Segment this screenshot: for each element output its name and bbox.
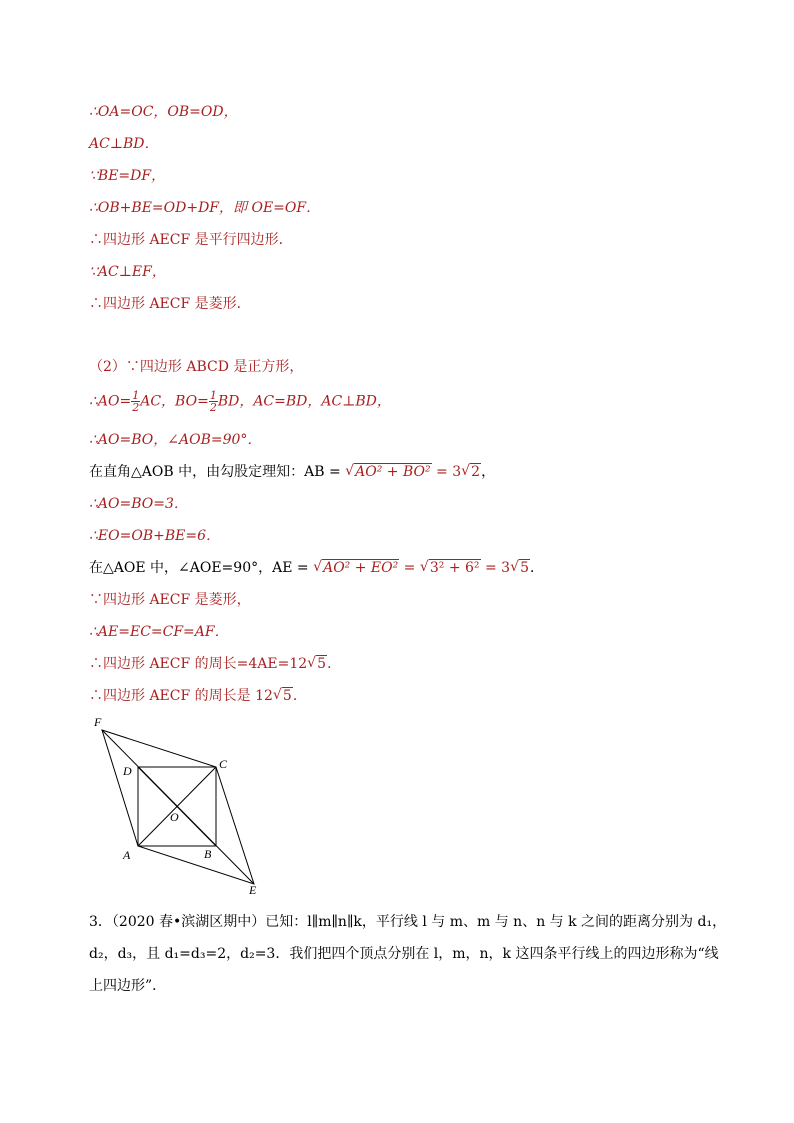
radicand: 3² + 6² <box>429 560 480 576</box>
proof-line-3: ∵BE=DF， <box>89 168 166 184</box>
part2-line-half <box>89 390 391 413</box>
pythag-ae-text: 在△AOE 中，∠AOE=90°，AE = <box>89 560 309 576</box>
proof-line-5: ∴四边形 AECF 是平行四边形． <box>89 232 293 248</box>
radicand: 5 <box>282 688 292 704</box>
sqrt-ab <box>345 462 431 482</box>
part2-intro: （2）∵四边形 ABCD 是正方形， <box>89 359 304 375</box>
radicand: 5 <box>317 656 327 672</box>
period: ． <box>292 688 307 704</box>
frac-num: 1 <box>132 389 140 402</box>
eo-line: ∴EO=OB+BE=6． <box>89 528 220 544</box>
bd-eq: BD，AC=BD，AC⊥BD， <box>217 393 391 410</box>
fraction-half-1 <box>131 390 140 413</box>
rhombus-square-figure <box>88 712 278 897</box>
period: ． <box>530 560 544 576</box>
sqrt-2 <box>461 462 481 482</box>
proof-line-1: ∴OA=OC，OB=OD， <box>89 104 238 120</box>
problem-3 <box>89 906 729 1002</box>
label-d: D <box>123 764 132 778</box>
radicand: 2 <box>471 464 481 480</box>
radicand: AO² + EO² <box>323 560 399 576</box>
perimeter-line-2 <box>89 686 307 706</box>
coef: = 3 <box>436 464 462 480</box>
frac-den: 2 <box>132 401 140 414</box>
fraction-half-2 <box>209 390 218 413</box>
problem-3-body: l∥m∥n∥k，平行线 l 与 m、m 与 n、n 与 k 之间的距离分别为 d₁，d₂，d₃，且 d₁=d₃=2，d₂=3．我们把四个顶点分别在 l，m，n，k 这四条平行线上的四边形称为“线上四边形”． <box>89 914 727 994</box>
equals: = <box>403 560 416 576</box>
proof-line-7: ∴四边形 AECF 是菱形． <box>89 296 251 312</box>
label-f: F <box>94 715 102 729</box>
ao-bo-line: ∴AO=BO=3． <box>89 496 188 512</box>
label-a: A <box>123 848 131 862</box>
proof-line-6: ∵AC⊥EF， <box>89 264 166 280</box>
label-e: E <box>249 883 257 897</box>
period: ． <box>327 656 342 672</box>
sides-equal-line: ∴AE=EC=CF=AF． <box>89 624 229 640</box>
proof-line-2: AC⊥BD． <box>89 136 159 152</box>
ao-eq: ∴AO= <box>89 393 132 410</box>
sqrt-5 <box>273 686 293 706</box>
frac-den: 2 <box>209 401 217 414</box>
proof-line-4: ∴OB+BE=OD+DF，即 OE=OF． <box>89 200 321 216</box>
rhombus-line: ∵四边形 AECF 是菱形， <box>89 592 251 608</box>
coef: = 3 <box>484 560 511 576</box>
radicand: 5 <box>520 560 529 576</box>
comma: ， <box>481 464 496 480</box>
pythag-ae-line <box>89 558 544 578</box>
sqrt-5 <box>307 654 327 674</box>
sqrt-5 <box>510 558 530 578</box>
frac-num: 1 <box>209 389 217 402</box>
bo-eq: AC，BO= <box>140 393 209 410</box>
perimeter-text: ∴四边形 AECF 的周长=4AE=12 <box>89 656 308 672</box>
sqrt-ae <box>313 558 399 578</box>
sqrt-sum <box>420 558 481 578</box>
label-c: C <box>219 757 228 771</box>
perimeter-line-1 <box>89 654 341 674</box>
pythag-ab-line <box>89 462 495 482</box>
radicand: AO² + BO² <box>355 464 431 480</box>
perimeter-text: ∴四边形 AECF 的周长是 12 <box>89 688 273 704</box>
part2-angle-line: ∴AO=BO，∠AOB=90°． <box>89 432 262 448</box>
problem-3-prefix: 3．（2020 春•滨湖区期中）已知： <box>89 914 308 930</box>
label-o: O <box>170 810 179 824</box>
pythag-ab-text: 在直角△AOB 中，由勾股定理知：AB = <box>89 464 341 480</box>
label-b: B <box>204 847 212 861</box>
